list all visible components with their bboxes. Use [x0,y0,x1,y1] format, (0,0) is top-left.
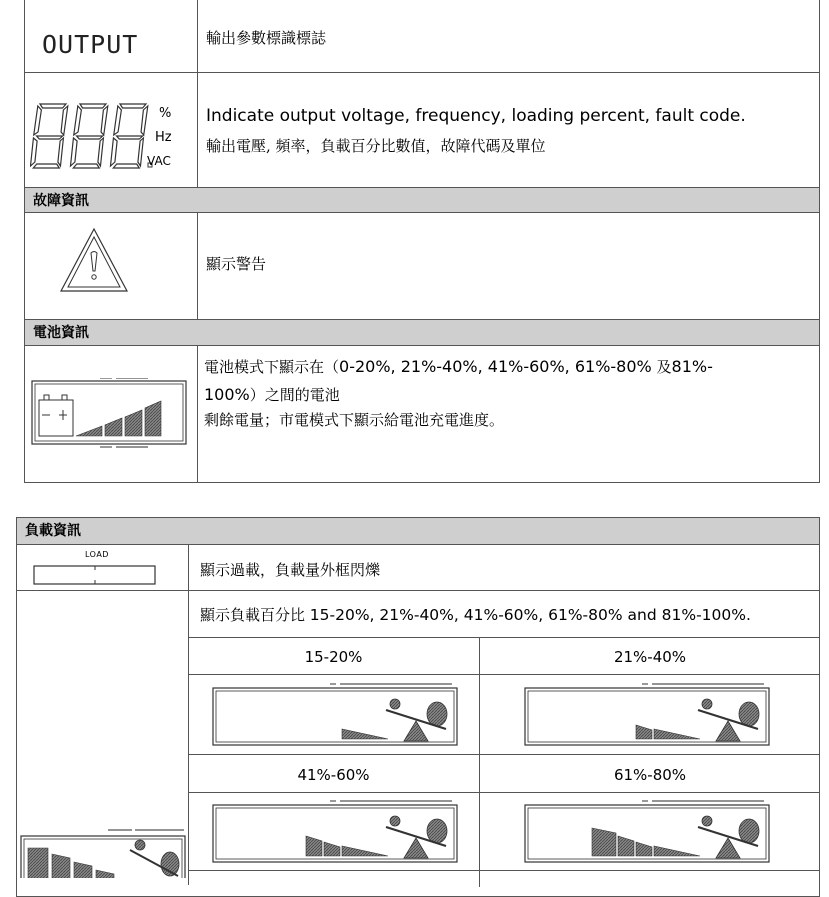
scale-small-weight [702,699,712,709]
lcd-unit-percent: % [159,106,172,121]
battery-section-title: 電池資訊 [33,325,89,341]
table-divider [197,212,198,319]
output-label: OUTPUT [42,30,139,59]
load-bar [636,725,652,739]
scale-small-weight [390,816,400,826]
load-level-icon [212,800,460,864]
row-divider [188,754,820,755]
scale-large-weight [739,702,759,726]
row-divider [16,590,820,591]
scale-fulcrum [716,721,740,741]
row-divider [24,72,820,73]
load-bar [324,842,340,856]
warning-triangle-icon [58,226,130,294]
overload-desc: 顯示過載，負載量外框閃爍 [200,561,381,579]
load-bar [342,729,388,739]
warning-desc: 顯示警告 [206,255,267,273]
fault-section-title: 故障資訊 [33,193,89,209]
scale-large-weight [427,819,447,843]
load-level-icon-large [18,828,188,878]
scale-large-weight [427,702,447,726]
lcd-unit-vac: VAC [147,154,171,168]
load-section-header [17,518,819,545]
load-level-label: 61%-80% [613,766,687,784]
scale-small-weight [702,816,712,826]
load-level-label: 15-20% [304,648,363,666]
load-bar-icon [33,560,157,586]
load-level-label: 41%-60% [297,766,370,784]
table-divider [197,345,198,482]
load-bar [654,729,700,739]
load-section-title: 負載資訊 [25,523,81,539]
battery-desc-line3: 剩餘電量；市電模式下顯示給電池充電進度。 [204,411,505,429]
load-level-icon [524,800,772,864]
scale-small-weight [390,699,400,709]
load-bar [592,828,616,856]
row-divider [188,870,820,871]
load-bar-label: LOAD [85,550,109,559]
load-level-label: 21%-40% [613,648,687,666]
battery-desc-line2: 100%）之間的電池 [204,385,340,404]
row-divider [188,674,820,675]
battery-level-icon [30,378,188,448]
output-desc: 輸出參數標識標誌 [206,29,327,47]
scale-large-weight [739,819,759,843]
battery-section-header [25,319,819,346]
lcd-desc-zh: 輸出電壓, 頻率，負載百分比數值，故障代碼及單位 [206,137,546,155]
row-divider [188,637,820,638]
table-divider [188,545,189,885]
load-bar [342,846,388,856]
battery-desc-line1: 電池模式下顯示在（0-20%, 21%-40%, 41%-60%, 61%-80% 及81%- [204,357,713,376]
lcd-desc-en: Indicate output voltage, frequency, loading percent, fault code. [206,106,746,126]
load-level-icon [212,683,460,747]
table-divider [479,637,480,887]
scale-fulcrum [404,721,428,741]
load-bar [618,836,634,856]
load-percent-desc: 顯示負載百分比 15-20%, 21%-40%, 41%-60%, 61%-80% and 81%-100%. [200,606,751,624]
scale-fulcrum [404,838,428,858]
scale-fulcrum [716,838,740,858]
table-divider [197,0,198,187]
fault-section-header [25,187,819,213]
row-divider [188,792,820,793]
load-bar [654,846,700,856]
lcd-unit-hz: Hz [155,130,172,145]
load-level-icon [524,683,772,747]
load-bar [306,836,322,856]
load-bar [636,842,652,856]
